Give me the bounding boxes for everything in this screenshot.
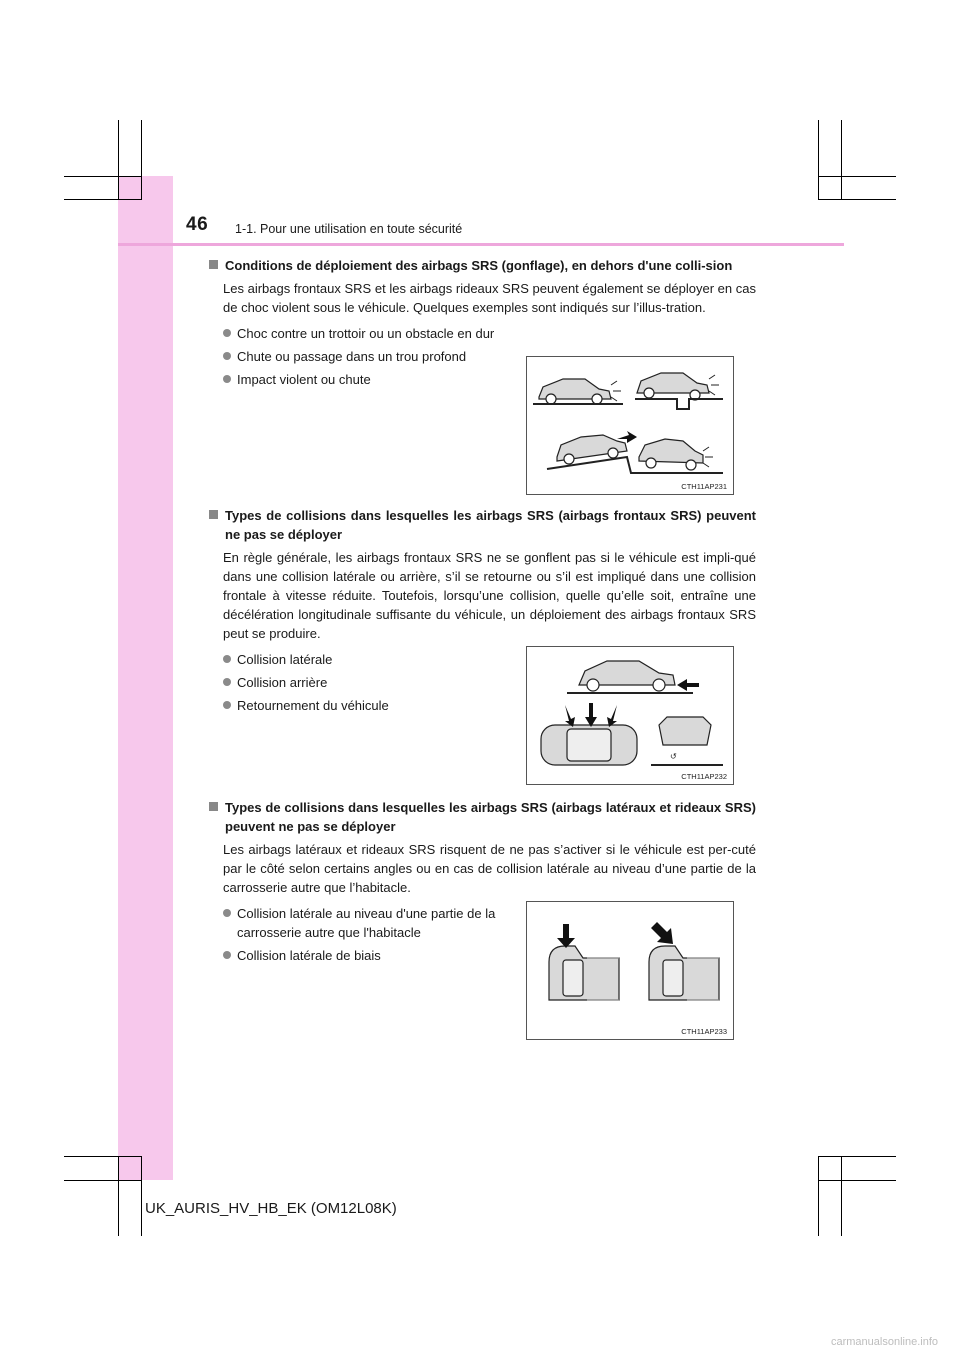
- section-body: Les airbags latéraux et rideaux SRS risquent de ne pas s’activer si le véhicule est per-cuté par le côté selon certains angles ou en cas de collision latérale au niveau d’une partie de la carrosserie autre que l’habitacle.: [223, 842, 756, 895]
- document-code: UK_AURIS_HV_HB_EK (OM12L08K): [145, 1200, 397, 1217]
- figure-code: CTH11AP231: [681, 482, 727, 491]
- list-item: Chute ou passage dans un trou profond: [223, 347, 508, 366]
- crop-mark: [64, 1156, 142, 1157]
- crop-mark: [64, 199, 142, 200]
- page-number: 46: [186, 214, 209, 235]
- page-side-band: [118, 176, 173, 1180]
- dot-bullet-icon: [223, 678, 231, 686]
- square-bullet-icon: [209, 510, 218, 519]
- dot-bullet-icon: [223, 375, 231, 383]
- crop-mark: [118, 120, 119, 200]
- crop-mark: [841, 1156, 842, 1236]
- list-item: Choc contre un trottoir ou un obstacle en dur: [223, 324, 508, 343]
- header-rule: [118, 243, 844, 246]
- crop-mark: [141, 1156, 142, 1236]
- crop-mark: [841, 120, 842, 200]
- crop-mark: [64, 176, 142, 177]
- list-item: Collision latérale de biais: [223, 946, 508, 965]
- figure-side-no-deploy: [526, 901, 734, 1040]
- dot-bullet-icon: [223, 951, 231, 959]
- crop-mark: [818, 120, 819, 200]
- bullet-list: [223, 904, 508, 965]
- dot-bullet-icon: [223, 655, 231, 663]
- section-heading: Conditions de déploiement des airbags SRS (gonflage), en dehors d'une colli-sion: [209, 256, 756, 275]
- crop-mark: [818, 1156, 896, 1157]
- crop-mark: [818, 1180, 896, 1181]
- square-bullet-icon: [209, 260, 218, 269]
- square-bullet-icon: [209, 802, 218, 811]
- dot-bullet-icon: [223, 352, 231, 360]
- crop-mark: [818, 199, 896, 200]
- svg-text:↺: ↺: [670, 752, 677, 761]
- bullet-list: [223, 650, 508, 715]
- watermark: carmanualsonline.info: [830, 1336, 938, 1348]
- dot-bullet-icon: [223, 701, 231, 709]
- side-no-deploy-illustration: [527, 902, 733, 1039]
- list-item: Collision latérale: [223, 650, 508, 669]
- crop-mark: [118, 1156, 119, 1236]
- list-item: Retournement du véhicule: [223, 696, 508, 715]
- crop-mark: [818, 1156, 819, 1236]
- list-item: Collision latérale au niveau d'une partie de la carrosserie autre que l'habitacle: [223, 904, 508, 942]
- list-item: Collision arrière: [223, 673, 508, 692]
- bullet-list: [223, 324, 508, 389]
- list-item: Impact violent ou chute: [223, 370, 508, 389]
- section-body: Les airbags frontaux SRS et les airbags rideaux SRS peuvent également se déployer en cas de choc violent sous le véhicule. Quelques exemples sont indiqués sur l’illus-tration.: [223, 281, 756, 315]
- crop-mark: [141, 120, 142, 200]
- figure-underbody-impact: [526, 356, 734, 495]
- section-title: 1-1. Pour une utilisation en toute sécurité: [235, 222, 463, 236]
- section-body: En règle générale, les airbags frontaux SRS ne se gonflent pas si le véhicule est impli-qué dans une collision latérale ou arrière, s’il se retourne ou s’il est impliqué dans une collision frontale à vitesse réduite. Toutefois, lorsqu’une collision, quelle qu’elle soit, entraîne une décélération longitudinale suffisante du véhicule, un déploiement des airbags frontaux SRS peut se produire.: [223, 550, 756, 641]
- crop-mark: [818, 176, 896, 177]
- dot-bullet-icon: [223, 329, 231, 337]
- figure-code: CTH11AP232: [681, 772, 727, 781]
- frontal-no-deploy-illustration: [527, 647, 733, 784]
- dot-bullet-icon: [223, 909, 231, 917]
- crop-mark: [64, 1180, 142, 1181]
- figure-frontal-no-deploy: [526, 646, 734, 785]
- figure-code: CTH11AP233: [681, 1027, 727, 1036]
- underbody-impact-illustration: [527, 357, 733, 494]
- section-heading: Types de collisions dans lesquelles les airbags SRS (airbags frontaux SRS) peuvent ne pas se déployer: [209, 506, 756, 544]
- section-heading: Types de collisions dans lesquelles les airbags SRS (airbags latéraux et rideaux SRS) peuvent ne pas se déployer: [209, 798, 756, 836]
